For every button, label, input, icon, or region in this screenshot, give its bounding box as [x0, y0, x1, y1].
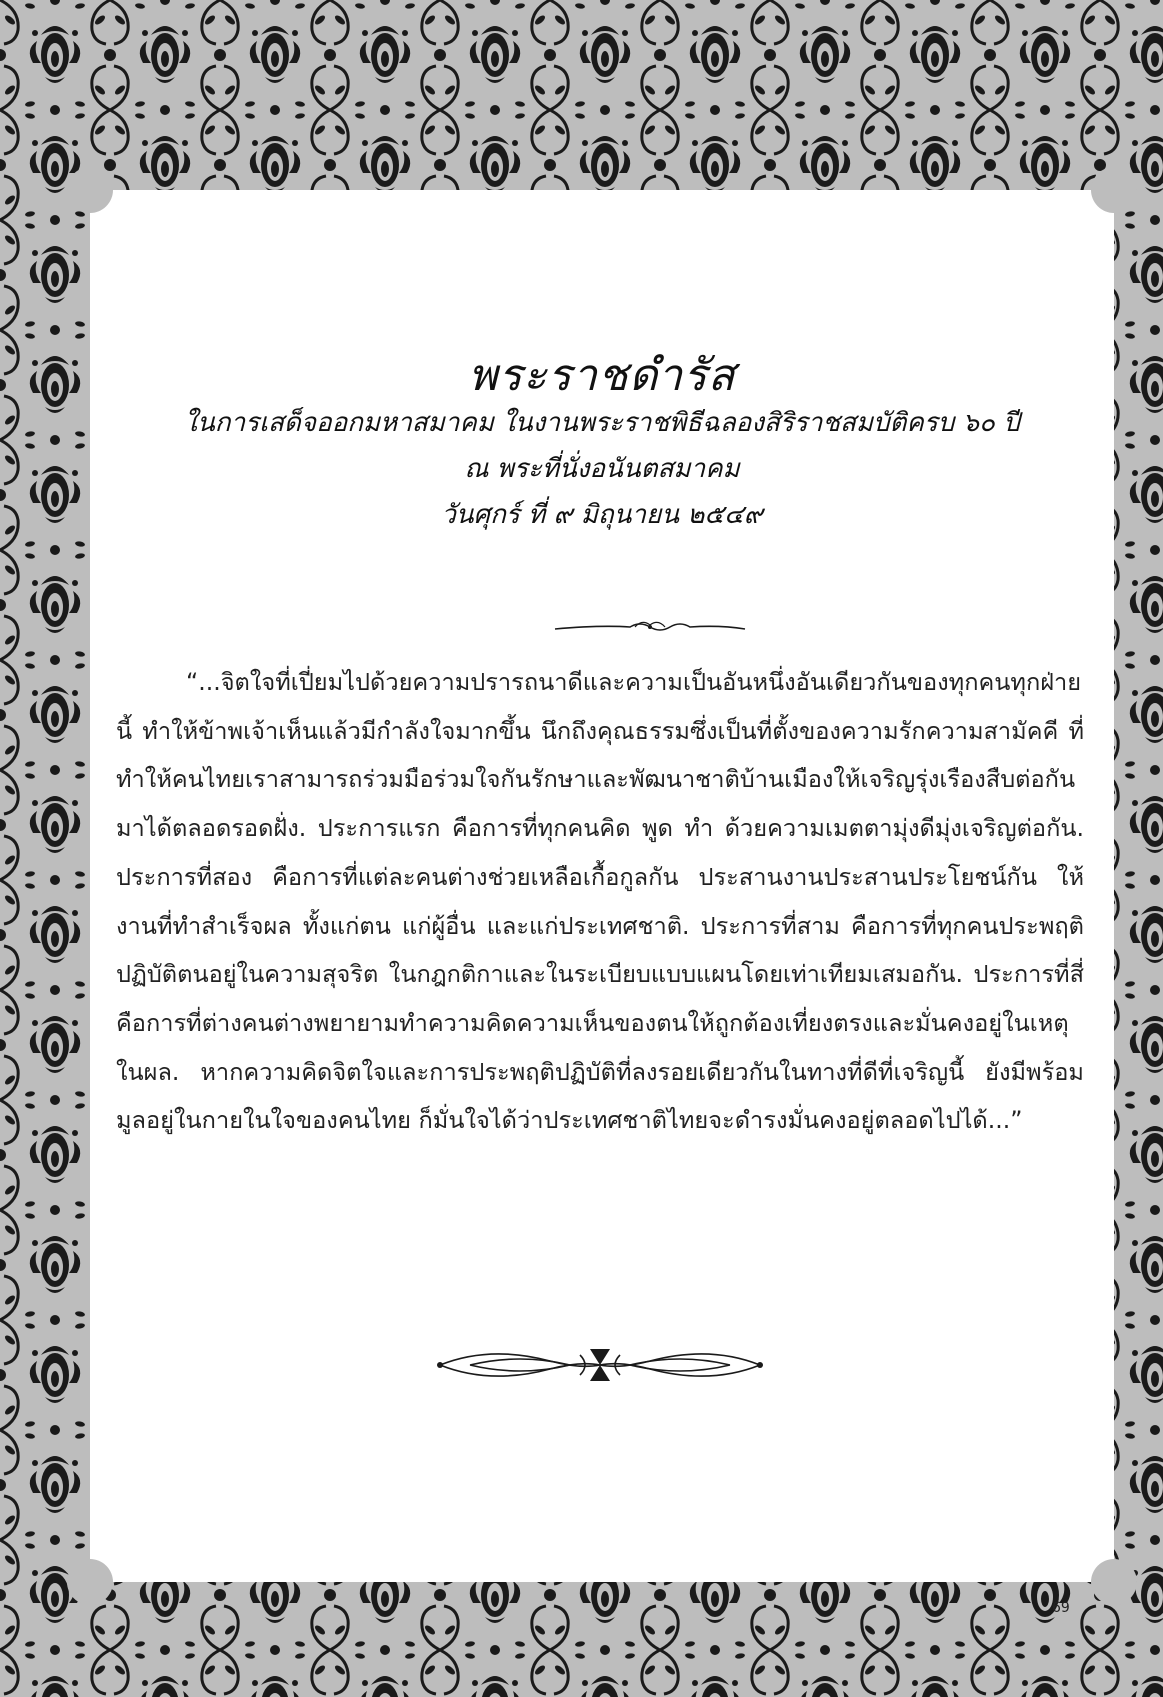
panel-corner-notch	[1091, 167, 1137, 213]
subtitle-date: วันศุกร์ ที่ ๙ มิถุนายน ๒๕๔๙	[441, 500, 763, 530]
document-title: พระราชดำรัส	[468, 350, 736, 401]
flourish-divider-icon	[550, 615, 750, 639]
royal-speech-text: “...จิตใจที่เปี่ยมไปด้วยความปรารถนาดีและความเป็นอันหนึ่งอันเดียวกันของทุกคนทุกฝ่ายนี้ ทำให้ข้าพเจ้าเห็นแล้วมีกำลังใจมากขึ้น นึกถึงคุณธรรมซึ่งเป็นที่ตั้งของความรักความสามัคคี ที่ทำให้คนไทยเราสามารถร่วมมือร่วมใจกันรักษาและพัฒนาชาติบ้านเมืองให้เจริญรุ่งเรืองสืบต่อกันมาได้ตลอดรอดฝั่ง. ประการแรก คือการที่ทุกคนคิด พูด ทำ ด้วยความเมตตามุ่งดีมุ่งเจริญต่อกัน. ประการที่สอง คือการที่แต่ละคนต่างช่วยเหลือเกื้อกูลกัน ประสานงานประสานประโยชน์กัน ให้งานที่ทำสำเร็จผล ทั้งแก่ตน แก่ผู้อื่น และแก่ประเทศชาติ. ประการที่สาม คือการที่ทุกคนประพฤติปฏิบัติตนอยู่ในความสุจริต ในกฎกติกาและในระเบียบแบบแผนโดยเท่าเทียมเสมอกัน. ประการที่สี่ คือการที่ต่างคนต่างพยายามทำความคิดความเห็นของตนให้ถูกต้องเที่ยงตรงและมั่นคงอยู่ในเหตุในผล. หากความคิดจิตใจและการประพฤติปฏิบัติที่ลงรอยเดียวกันในทางที่ดีที่เจริญนี้ ยังมีพร้อมมูลอยู่ในกายในใจของคนไทย ก็มั่นใจได้ว่าประเทศชาติไทยจะดำรงมั่นคงอยู่ตลอดไปได้...”	[116, 668, 1084, 1135]
content-panel	[90, 190, 1114, 1582]
panel-corner-notch	[67, 1559, 113, 1605]
panel-corner-notch	[67, 167, 113, 213]
ornamental-scroll-icon	[430, 1335, 770, 1395]
panel-corner-notch	[1091, 1559, 1137, 1605]
subtitle-venue: ณ พระที่นั่งอนันตสมาคม	[464, 454, 740, 484]
page-number: 69	[1052, 1600, 1070, 1616]
subtitle-occasion: ในการเสด็จออกมหาสมาคม ในงานพระราชพิธีฉลองสิริราชสมบัติครบ ๖๐ ปี	[184, 408, 1020, 438]
